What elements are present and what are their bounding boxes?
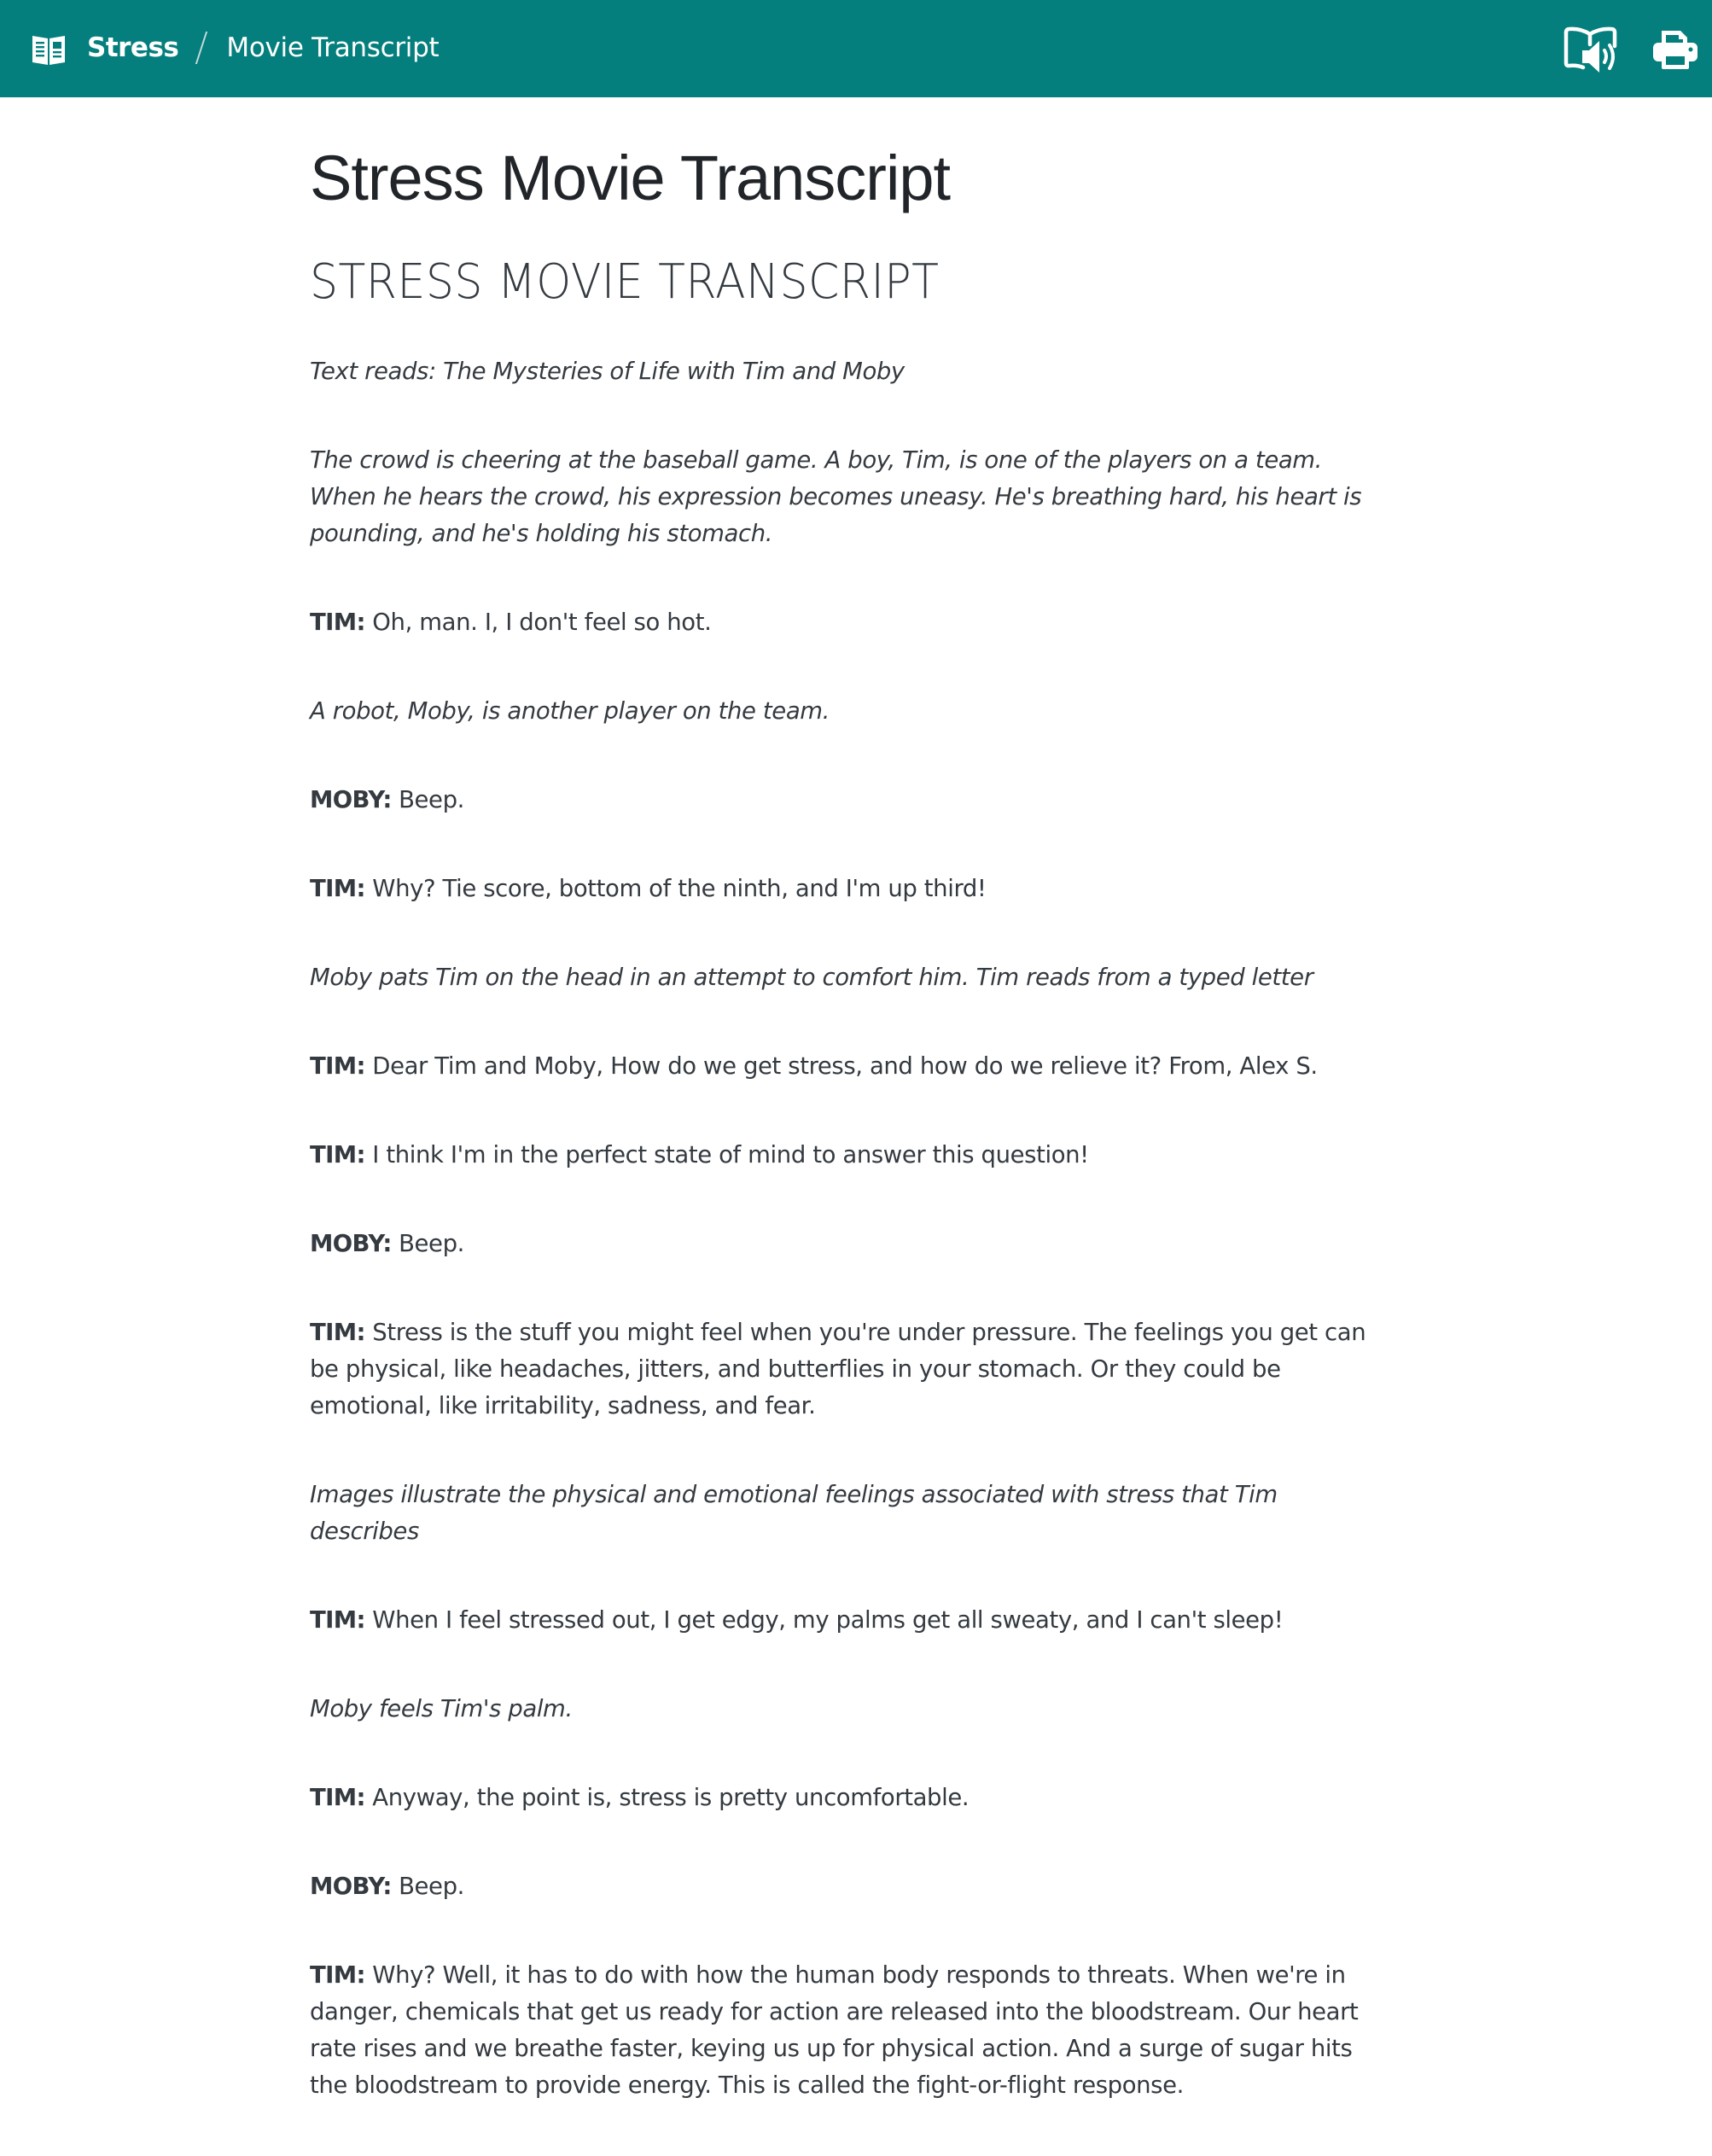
transcript-line	[310, 1048, 1368, 1085]
transcript-line	[310, 1226, 1368, 1262]
dialogue-text: Anyway, the point is, stress is pretty uncomfortable.	[364, 1784, 970, 1811]
dialogue-text: When I feel stressed out, I get edgy, my palms get all sweaty, and I can't sleep!	[364, 1606, 1284, 1634]
transcript-line	[310, 1780, 1368, 1816]
transcript-action: Moby pats Tim on the head in an attempt to comfort him. Tim reads from a typed letter	[310, 964, 1313, 991]
book-speaker-icon	[1562, 26, 1623, 73]
transcript	[310, 353, 1368, 2104]
transcript-line	[310, 1314, 1368, 1425]
transcript-line	[310, 1602, 1368, 1639]
breadcrumb-root-link[interactable]: Stress	[87, 32, 179, 63]
print-button[interactable]	[1651, 29, 1699, 70]
transcript-action: Text reads: The Mysteries of Life with Tim and Moby	[310, 358, 905, 385]
dialogue-text: Why? Well, it has to do with how the human body responds to threats. When we're in danger, chemicals that get us ready for action are released into the bloodstream. Our heart rate rises and we breathe faster, keying us up for physical action. And a surge of sugar hits the bloodstream to provide energy. This is called the fight-or-flight response.	[310, 1961, 1359, 2099]
speaker-label: TIM:	[310, 875, 365, 902]
transcript-action: A robot, Moby, is another player on the team.	[310, 697, 830, 725]
speaker-label: TIM:	[310, 1784, 365, 1811]
dialogue-text: Stress is the stuff you might feel when you're under pressure. The feelings you get can be physical, like headaches, jitters, and butterflies in your stomach. Or they could be emotional, like irritability, sadness, and fear.	[310, 1319, 1366, 1419]
speaker-label: MOBY:	[310, 1230, 392, 1257]
breadcrumb-current: Movie Transcript	[226, 32, 440, 63]
main-content	[310, 128, 1368, 2156]
dialogue-text: Beep.	[391, 786, 464, 813]
breadcrumb-separator	[195, 32, 207, 64]
read-aloud-button[interactable]	[1562, 26, 1623, 73]
dialogue-text: I think I'm in the perfect state of mind to answer this question!	[364, 1141, 1089, 1168]
speaker-label: MOBY:	[310, 786, 392, 813]
speaker-label: TIM:	[310, 1141, 365, 1168]
dialogue-text: Oh, man. I, I don't feel so hot.	[364, 609, 712, 636]
dialogue-text: Beep.	[391, 1873, 464, 1900]
speaker-label: TIM:	[310, 1961, 365, 1989]
book-icon	[32, 33, 66, 66]
transcript-line	[310, 782, 1368, 819]
transcript-action: Images illustrate the physical and emotional feelings associated with stress that Tim describes	[310, 1481, 1278, 1545]
transcript-line	[310, 1137, 1368, 1174]
top-bar	[0, 0, 1712, 97]
speaker-label: MOBY:	[310, 1873, 392, 1900]
transcript-line	[310, 1868, 1368, 1905]
speaker-label: TIM:	[310, 609, 365, 636]
dialogue-text: Dear Tim and Moby, How do we get stress, and how do we relieve it? From, Alex S.	[364, 1052, 1318, 1080]
transcript-action: Moby feels Tim's palm.	[310, 1695, 573, 1722]
speaker-label: TIM:	[310, 1052, 365, 1080]
dialogue-text: Why? Tie score, bottom of the ninth, and I'm up third!	[364, 875, 987, 902]
printer-icon	[1651, 29, 1699, 70]
speaker-label: TIM:	[310, 1606, 365, 1634]
page-title: Stress Movie Transcript	[310, 143, 951, 213]
transcript-line	[310, 1957, 1368, 2104]
dialogue-text: Beep.	[391, 1230, 464, 1257]
transcript-line	[310, 604, 1368, 641]
section-title: STRESS MOVIE TRANSCRIPT	[310, 254, 940, 310]
transcript-line	[310, 871, 1368, 907]
transcript-action: The crowd is cheering at the baseball game. A boy, Tim, is one of the players on a team. When he hears the crowd, his expression becomes uneasy. He's breathing hard, his heart is pounding, and he's holding his stomach.	[310, 446, 1362, 547]
breadcrumb	[87, 27, 439, 68]
speaker-label: TIM:	[310, 1319, 365, 1346]
